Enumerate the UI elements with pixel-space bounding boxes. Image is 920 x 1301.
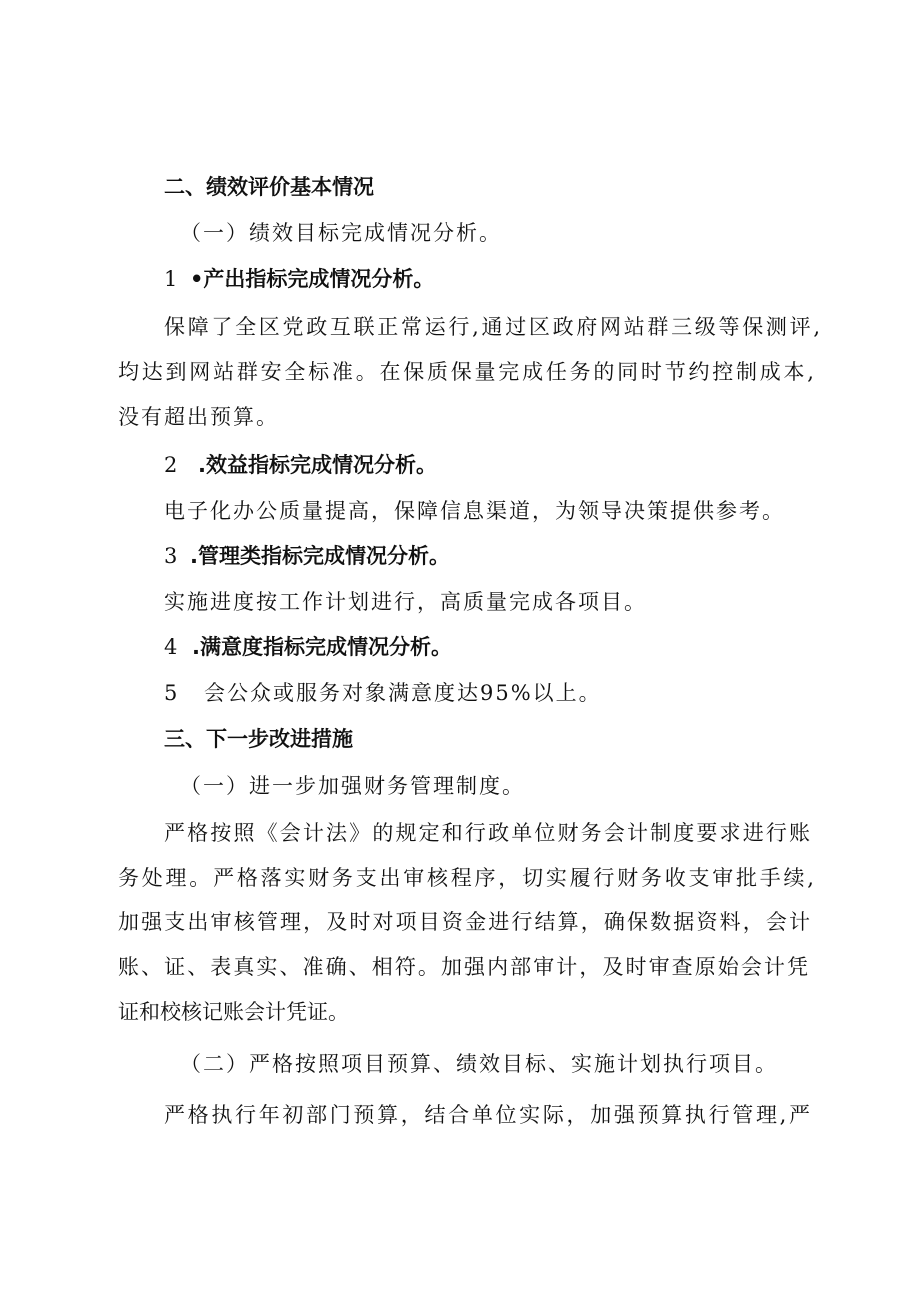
section-3-paragraph-2-line-1: 严格执行年初部门预算，结合单位实际，加强预算执行管理,严: [164, 1103, 810, 1127]
section-3-paragraph-1-line-5: 证和校核记账会计凭证。: [118, 1000, 349, 1024]
item-2-heading: [164, 450, 437, 480]
item-1-paragraph-line-3: 没有超出预算。: [118, 405, 279, 429]
section-3-paragraph-1-line-3: 加强支出审核管理，及时对项目资金进行结算，确保数据资料，会计: [118, 910, 810, 934]
section-3-heading: 三、下一步改进措施: [164, 727, 353, 751]
section-2-heading: 二、绩效评价基本情况: [164, 175, 374, 199]
item-1-paragraph-line-2: 均达到网站群安全标准。在保质保量完成任务的同时节约控制成本,: [118, 360, 814, 384]
item-3-title: .管理类指标完成情况分析。: [190, 544, 450, 568]
item-1-paragraph-line-1: 保障了全区党政互联正常运行,通过区政府网站群三级等保测评,: [164, 315, 820, 339]
section-3-subheading-1: （一）进一步加强财务管理制度。: [180, 774, 525, 798]
item-4-heading: [164, 632, 452, 662]
item-2-number: 2: [164, 453, 178, 477]
item-3-heading: [164, 541, 450, 571]
item-2-title: .效益指标完成情况分析。: [198, 453, 437, 477]
item-5-text: 会公众或服务对象满意度达95%以上。: [204, 681, 602, 705]
item-2-text: 电子化办公质量提高，保障信息渠道，为领导决策提供参考。: [164, 499, 785, 523]
item-4-number: 4: [164, 635, 178, 659]
section-2-subheading-1: （一）绩效目标完成情况分析。: [180, 221, 502, 245]
section-3-subheading-2: （二）严格按照项目预算、绩效目标、实施计划执行项目。: [180, 1052, 778, 1076]
item-3-number: 3: [164, 544, 178, 568]
item-1-number: 1: [164, 267, 178, 291]
item-1-heading: [164, 264, 434, 294]
section-3-paragraph-1-line-2: 务处理。严格落实财务支出审核程序，切实履行财务收支审批手续,: [118, 866, 814, 890]
item-3-text: 实施进度按工作计划进行，高质量完成各项目。: [164, 590, 647, 614]
item-5-number: 5: [164, 681, 180, 705]
section-3-paragraph-1-line-4: 账、证、表真实、准确、相符。加强内部审计，及时审查原始会计凭: [118, 955, 808, 979]
item-5-line: [164, 678, 602, 708]
item-1-title: •产出指标完成情况分析。: [190, 267, 435, 291]
section-3-paragraph-1-line-1: 严格按照《会计法》的规定和行政单位财务会计制度要求进行账: [164, 821, 810, 845]
item-4-title: .满意度指标完成情况分析。: [192, 635, 452, 659]
